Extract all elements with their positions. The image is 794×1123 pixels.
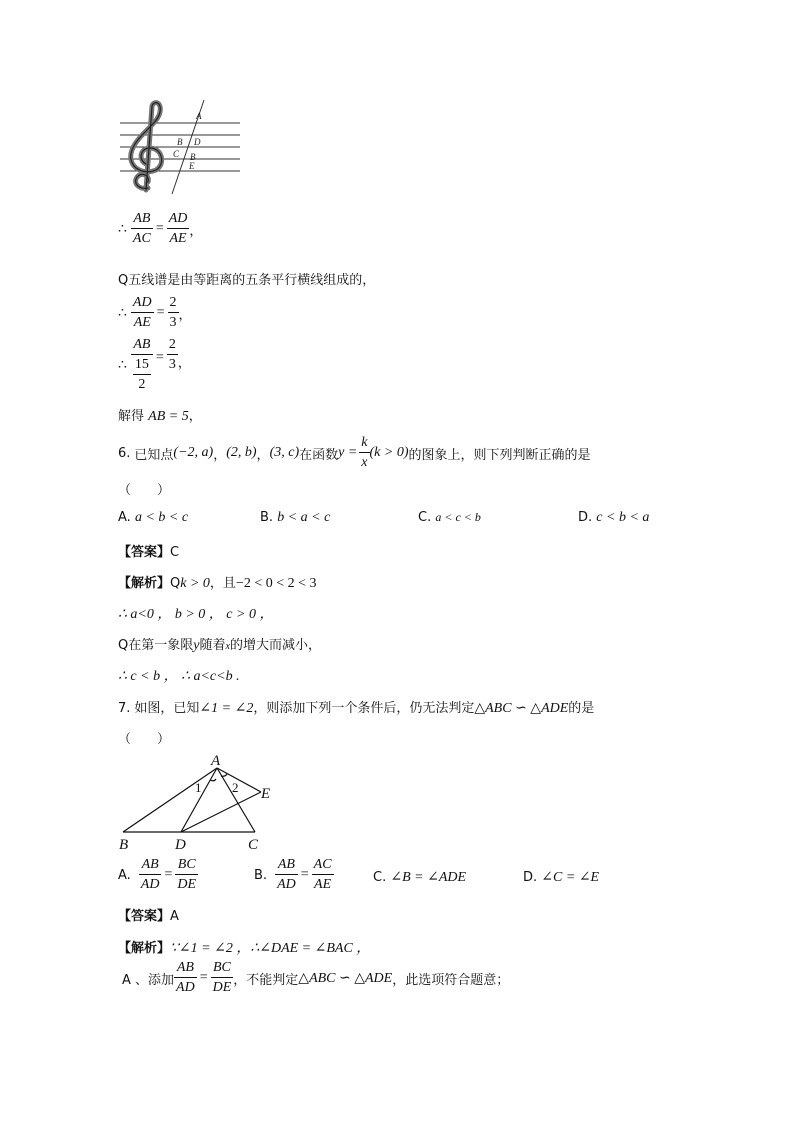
option-label: A.: [118, 510, 131, 525]
math: k > 0: [180, 576, 210, 591]
since-symbol: Q: [118, 273, 129, 288]
q7-option-b: [254, 858, 334, 892]
option-label: C.: [373, 870, 387, 885]
stem-text: ，则添加下列一个条件后，仍无法判定: [253, 701, 475, 716]
math: △ABC ∽ △ADE: [474, 701, 569, 716]
q7-paren: （ ）: [118, 732, 171, 747]
option-text: c < b < a: [596, 510, 650, 525]
denominator: 2: [138, 377, 146, 392]
q7-option-a: [118, 858, 198, 892]
angle-2-label: 2: [232, 780, 239, 795]
q6-answer: [118, 541, 179, 560]
text: ，此选项符合题意；: [392, 972, 510, 988]
math: x: [225, 641, 230, 652]
punct: ，: [177, 356, 191, 371]
therefore-symbol: ∴: [118, 221, 127, 237]
text: 在第一象限: [128, 638, 194, 653]
since-symbol: Q: [118, 638, 129, 653]
prev-line-4: [118, 338, 191, 392]
q6-analysis-1: [118, 572, 317, 592]
option-label: D.: [578, 510, 593, 525]
fraction: [275, 858, 298, 892]
numerator: 2: [168, 296, 179, 313]
equals: =: [300, 867, 309, 882]
q7-option-d: [523, 869, 599, 886]
q7-figure: [115, 750, 285, 852]
inner-fraction: [133, 358, 151, 392]
angle-1-label: 1: [195, 780, 202, 795]
fraction: [175, 858, 198, 892]
fraction: [131, 212, 153, 246]
q6-option-a: [118, 510, 188, 526]
vertex-a: A: [211, 753, 221, 769]
option-label: B.: [260, 510, 274, 525]
point: (2, b): [226, 445, 257, 460]
vertex-c: C: [248, 837, 259, 852]
prev-line-5: [118, 405, 202, 425]
denominator: [131, 355, 153, 392]
q6-paren: （ ）: [118, 483, 171, 498]
punct: ，: [178, 307, 192, 323]
math: −2 < 0 < 2 < 3: [235, 576, 317, 591]
staff-figure: [118, 98, 244, 198]
text: A 、添加: [122, 972, 175, 988]
staff-label-e: E: [189, 161, 195, 171]
fraction: [131, 296, 154, 330]
q7-option-c: [373, 869, 466, 886]
question-number: 6.: [118, 445, 131, 461]
fraction: [359, 436, 369, 470]
segment-ab: [123, 768, 217, 832]
text: 五线谱是由等距离的五条平行横线组成的，: [128, 273, 376, 288]
prev-line-2: [118, 269, 375, 288]
q6-option-b: [260, 510, 330, 526]
q6-analysis-3: [118, 634, 321, 654]
q6-stem: [118, 436, 591, 470]
staff-label-b: B: [177, 137, 183, 147]
numerator: AB: [275, 858, 298, 875]
answer-value: C: [170, 545, 180, 560]
prev-line-1: [118, 212, 202, 246]
math: △ABC ∽ △ADE: [298, 970, 393, 986]
denominator: 3: [168, 357, 176, 372]
therefore-symbol: ∴: [118, 305, 127, 321]
denominator: DE: [212, 980, 232, 995]
denominator: AD: [176, 980, 195, 995]
numerator: AD: [167, 212, 190, 229]
fraction: [139, 858, 162, 892]
denominator: x: [361, 455, 368, 470]
fraction: [168, 296, 179, 330]
stem-text: 在函数: [299, 447, 339, 463]
q7-stem: [118, 697, 594, 717]
punct: ，: [189, 223, 203, 239]
option-label: A.: [118, 867, 131, 883]
equals: =: [155, 350, 164, 365]
point: (−2, a): [173, 445, 214, 460]
text: ，不能判定: [233, 972, 299, 988]
numerator: BC: [211, 961, 234, 978]
fraction: [167, 338, 178, 372]
equals: =: [164, 867, 173, 882]
function-condition: (k > 0): [369, 445, 409, 460]
numerator: AB: [131, 212, 153, 229]
text: ，且: [209, 576, 236, 591]
stem-text: 的是: [568, 701, 595, 716]
q6-analysis-4: ∴ c < b ， ∴ a<c<b .: [118, 669, 240, 684]
numerator: 2: [167, 338, 178, 355]
numerator: AD: [131, 296, 154, 313]
text: 随着: [199, 638, 226, 653]
triangle-svg: [115, 750, 285, 852]
option-text: a < b < c: [134, 510, 189, 525]
prev-line-3: [118, 296, 192, 330]
stem-text: 的图象上，则下列判断正确的是: [408, 447, 591, 463]
text: 解得: [118, 409, 145, 424]
segment-ac: [217, 768, 255, 832]
segment-de: [181, 792, 261, 832]
numerator: AC: [312, 858, 334, 875]
denominator: AE: [133, 315, 151, 330]
fraction: [167, 212, 190, 246]
therefore-symbol: ∴: [118, 357, 127, 373]
option-label: C.: [418, 510, 432, 525]
denominator: AE: [169, 231, 187, 246]
option-text: ∠B = ∠ADE: [390, 870, 467, 885]
stem-text: 已知点: [134, 447, 174, 463]
equals: =: [155, 221, 164, 236]
math: y: [193, 638, 200, 653]
staff-label-c: C: [173, 149, 180, 159]
q7-analysis-2: [122, 961, 509, 995]
q6-option-d: [578, 510, 649, 526]
punct: ，: [213, 447, 227, 463]
treble-clef-icon: [131, 103, 162, 190]
punct: ，: [256, 447, 270, 463]
punct: ，: [188, 409, 202, 424]
answer-tag: 【答案】: [118, 545, 171, 560]
denominator: 3: [169, 315, 177, 330]
math: ∠1 = ∠2: [199, 701, 254, 716]
q6-option-c: [418, 510, 481, 525]
numerator: AB: [174, 961, 197, 978]
numerator: AB: [131, 338, 153, 355]
math: AB = 5: [148, 409, 189, 424]
option-text: b < a < c: [277, 510, 331, 525]
denominator: AE: [314, 877, 332, 892]
numerator: 15: [133, 358, 151, 375]
option-label: D.: [523, 870, 538, 885]
analysis-tag: 【解析】: [118, 941, 171, 956]
compound-fraction: [131, 338, 153, 392]
denominator: DE: [177, 877, 197, 892]
staff-label-a: A: [196, 111, 202, 121]
question-number: 7.: [118, 701, 131, 716]
fraction: [211, 961, 234, 995]
answer-value: A: [170, 909, 179, 924]
staff-label-b2: B: [190, 152, 196, 162]
denominator: AD: [277, 877, 296, 892]
staff-label-d: D: [194, 137, 201, 147]
vertex-e: E: [261, 786, 271, 802]
stem-text: 如图，已知: [134, 701, 200, 716]
denominator: AC: [132, 231, 151, 246]
text: 的增大而减小，: [229, 638, 321, 653]
q7-answer: [118, 905, 179, 924]
numerator: AB: [139, 858, 162, 875]
q6-analysis-2: ∴ a<0 ， b > 0 ， c > 0 ，: [118, 607, 274, 622]
fraction: [174, 961, 197, 995]
option-text: a < c < b: [435, 510, 481, 524]
staff-svg: [118, 98, 244, 198]
since-symbol: Q: [170, 576, 181, 591]
q7-analysis-1: [118, 937, 370, 957]
numerator: BC: [175, 858, 198, 875]
point: (3, c): [269, 445, 300, 460]
equals: =: [199, 970, 208, 985]
equals: =: [156, 305, 165, 320]
option-label: B.: [254, 867, 268, 883]
vertex-d: D: [175, 837, 186, 852]
function-lhs: y =: [338, 445, 358, 460]
math: ∵∠1 = ∠2 ，∴∠DAE = ∠BAC ，: [170, 941, 371, 956]
denominator: AD: [140, 877, 160, 892]
vertex-b: B: [119, 837, 129, 852]
fraction: [312, 858, 334, 892]
option-text: ∠C = ∠E: [541, 870, 600, 885]
analysis-tag: 【解析】: [118, 576, 171, 591]
numerator: k: [359, 436, 369, 453]
answer-tag: 【答案】: [118, 909, 171, 924]
